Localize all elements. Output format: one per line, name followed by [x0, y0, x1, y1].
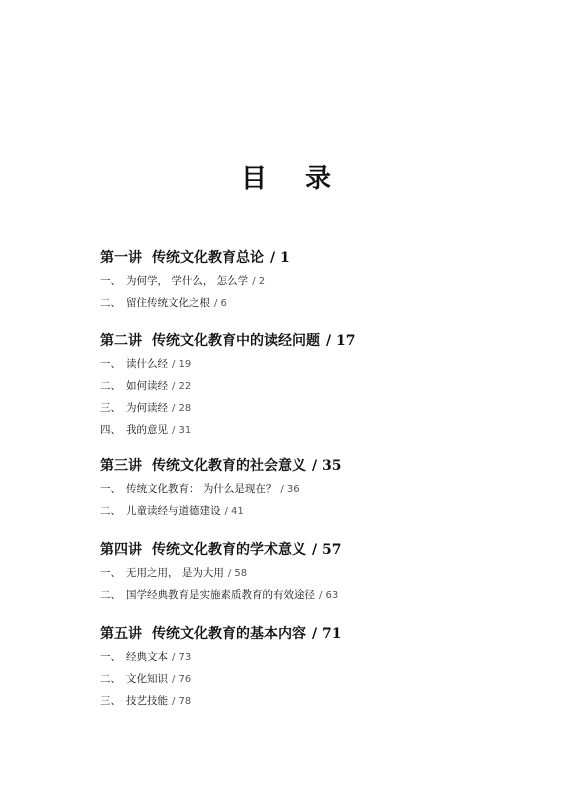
- section-title: 文化知识: [126, 673, 168, 685]
- toc-section[interactable]: [100, 423, 520, 438]
- chapter-number: 第五讲: [100, 626, 142, 642]
- section-index: 二、: [100, 380, 121, 392]
- toc-chapter-3: [100, 457, 520, 519]
- section-page: / 78: [172, 696, 192, 707]
- section-index: 一、: [100, 358, 121, 370]
- section-index: 一、: [100, 275, 121, 287]
- toc-section[interactable]: [100, 588, 520, 603]
- toc-section[interactable]: [100, 379, 520, 394]
- toc-section[interactable]: [100, 650, 520, 665]
- chapter-page: / 71: [312, 626, 342, 642]
- section-index: 二、: [100, 673, 121, 685]
- section-title: 为何读经: [126, 402, 168, 414]
- section-index: 二、: [100, 589, 121, 601]
- page-title: [0, 158, 572, 195]
- chapter-heading[interactable]: [100, 457, 520, 475]
- toc-section[interactable]: [100, 357, 520, 372]
- section-index: 二、: [100, 505, 121, 517]
- section-page: / 22: [172, 381, 192, 392]
- section-page: / 73: [172, 652, 192, 663]
- toc-chapter-2: [100, 332, 520, 438]
- section-index: 四、: [100, 424, 121, 436]
- chapter-title: 传统文化教育的社会意义: [152, 458, 306, 474]
- chapter-page: / 1: [270, 250, 290, 266]
- toc-section[interactable]: [100, 504, 520, 519]
- section-index: 三、: [100, 402, 121, 414]
- section-page: / 36: [280, 484, 300, 495]
- title-char-2: 录: [305, 164, 332, 194]
- chapter-number: 第一讲: [100, 250, 142, 266]
- section-page: / 63: [319, 590, 339, 601]
- chapter-number: 第四讲: [100, 542, 142, 558]
- toc-section[interactable]: [100, 274, 520, 289]
- section-index: 一、: [100, 651, 121, 663]
- section-title: 如何读经: [126, 380, 168, 392]
- chapter-title: 传统文化教育中的读经问题: [152, 333, 320, 349]
- section-title: 儿童读经与道德建设: [126, 505, 221, 517]
- section-index: 二、: [100, 297, 121, 309]
- section-index: 一、: [100, 567, 121, 579]
- chapter-number: 第三讲: [100, 458, 142, 474]
- section-page: / 76: [172, 674, 192, 685]
- chapter-title: 传统文化教育的学术意义: [152, 542, 306, 558]
- toc-section[interactable]: [100, 672, 520, 687]
- section-index: 三、: [100, 695, 121, 707]
- section-page: / 6: [214, 298, 227, 309]
- toc-section[interactable]: [100, 401, 520, 416]
- chapter-page: / 57: [312, 542, 342, 558]
- section-page: / 19: [172, 359, 192, 370]
- section-page: / 31: [172, 425, 192, 436]
- chapter-number: 第二讲: [100, 333, 142, 349]
- section-page: / 2: [252, 276, 266, 287]
- section-index: 一、: [100, 483, 121, 495]
- section-title: 我的意见: [126, 424, 168, 436]
- chapter-heading[interactable]: [100, 249, 520, 267]
- chapter-heading[interactable]: [100, 541, 520, 559]
- section-title: 技艺技能: [126, 695, 168, 707]
- chapter-title: 传统文化教育总论: [152, 250, 264, 266]
- section-title: 为何学， 学什么， 怎么学: [126, 275, 249, 287]
- toc-chapter-5: [100, 625, 520, 709]
- section-page: / 41: [224, 506, 244, 517]
- chapter-title: 传统文化教育的基本内容: [152, 626, 306, 642]
- chapter-page: / 17: [326, 333, 356, 349]
- section-title: 国学经典教育是实施素质教育的有效途径: [126, 589, 315, 601]
- toc-section[interactable]: [100, 296, 520, 311]
- chapter-heading[interactable]: [100, 625, 520, 643]
- section-title: 无用之用， 是为大用: [126, 567, 224, 579]
- toc-chapter-4: [100, 541, 520, 603]
- toc-chapter-1: [100, 249, 520, 311]
- section-title: 传统文化教育： 为什么是现在？: [126, 483, 277, 495]
- section-title: 读什么经: [126, 358, 168, 370]
- toc-section[interactable]: [100, 694, 520, 709]
- title-char-1: 目: [240, 164, 267, 194]
- chapter-heading[interactable]: [100, 332, 520, 350]
- toc-section[interactable]: [100, 566, 520, 581]
- section-title: 留住传统文化之根: [126, 297, 210, 309]
- toc-section[interactable]: [100, 482, 520, 497]
- section-page: / 58: [227, 568, 248, 579]
- section-title: 经典文本: [126, 651, 168, 663]
- chapter-page: / 35: [312, 458, 342, 474]
- section-page: / 28: [172, 403, 192, 414]
